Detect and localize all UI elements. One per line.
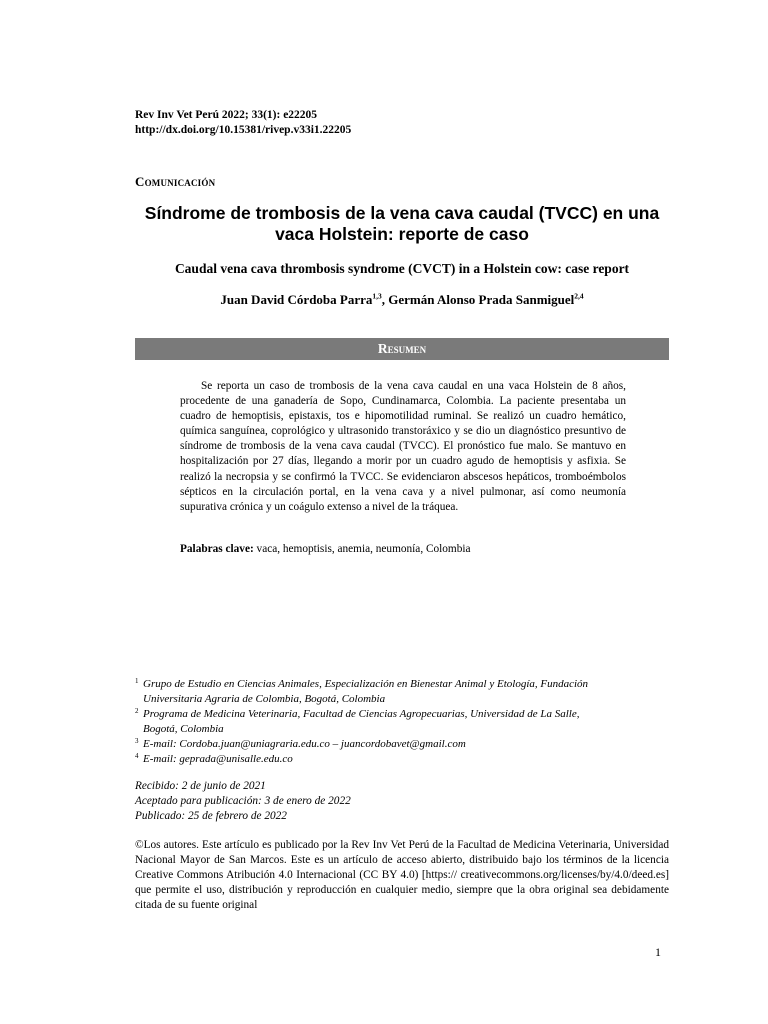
article-title-spanish: [135, 203, 669, 245]
author-1-affiliation: 1,3: [372, 291, 382, 301]
footnote-number: 2: [135, 707, 139, 715]
author-2-affiliation: 2,4: [574, 291, 584, 301]
received-date: Recibido: 2 de junio de 2021: [135, 780, 266, 792]
journal-reference: [135, 108, 351, 138]
footnote-3: [135, 737, 669, 752]
author-list: [135, 292, 669, 308]
keywords-label: Palabras clave:: [180, 543, 254, 555]
published-date: Publicado: 25 de febrero de 2022: [135, 810, 287, 822]
footnote-text: Grupo de Estudio en Ciencias Animales, Especialización en Bienestar Animal y Etología, Fundación: [143, 678, 589, 690]
footnote-email[interactable]: E-mail: geprada@unisalle.edu.co: [143, 753, 293, 765]
footnote-number: 4: [135, 752, 139, 760]
doi-link[interactable]: http://dx.doi.org/10.15381/rivep.v33i1.22205: [135, 124, 352, 136]
footnote-text-continued: Bogotá, Colombia: [143, 723, 224, 735]
keywords-list: vaca, hemoptisis, anemia, neumonía, Colombia: [253, 543, 471, 555]
abstract-heading: Resumen: [135, 338, 669, 360]
keywords: [180, 542, 626, 557]
accepted-date: Aceptado para publicación: 3 de enero de 2022: [135, 795, 351, 807]
footnote-email[interactable]: E-mail: Cordoba.juan@uniagraria.edu.co – juancordobavet@gmail.com: [143, 738, 466, 750]
journal-citation: Rev Inv Vet Perú 2022; 33(1): e22205: [135, 109, 318, 121]
author-2-name: Germán Alonso Prada Sanmiguel: [388, 292, 575, 307]
footnote-text-continued: Universitaria Agraria de Colombia, Bogotá, Colombia: [143, 693, 386, 705]
author-separator: ,: [381, 292, 389, 307]
abstract-paragraph: Se reporta un caso de trombosis de la vena cava caudal en una vaca Holstein de 8 años, procedente de una ganadería de Sopo, Cundinamarca, Colombia. La paciente presentaba un cuadro de hemoptisis, epistaxis, tos e hipomotilidad ruminal. Se realizó un cuadro hemático, química sanguínea, coprológico y ultrasonido transtoráxico y se dio un diagnóstico presuntivo de síndrome de trombosis de la vena cava caudal (TVCC). El pronóstico fue malo. Se mantuvo en hospitalización por 27 días, llegando a morir por un cuadro agudo de hemoptisis y asfixia. Se realizó la necropsia y se confirmó la TVCC. Se evidenciaron abscesos hepáticos, tromboémbolos sépticos en la circulación portal, en la vena cava y a nivel pulmonar, así como neumonía supurativa crónica y un coágulo extenso a nivel de la tráquea.: [180, 380, 626, 513]
article-title-english: Caudal vena cava thrombosis syndrome (CVCT) in a Holstein cow: case report: [174, 261, 630, 276]
title-es-line-2: vaca Holstein: reporte de caso: [275, 224, 529, 244]
footnote-number: 3: [135, 737, 139, 745]
title-es-line-1: Síndrome de trombosis de la vena cava caudal (TVCC) en una: [144, 203, 660, 223]
footnote-number: 1: [135, 677, 139, 685]
affiliation-footnotes: [135, 677, 669, 767]
license-notice: ©Los autores. Este artículo es publicado por la Rev Inv Vet Perú de la Facultad de Medicina Veterinaria, Universidad Nacional Mayor de San Marcos. Este es un artículo de acceso abierto, distribuido bajo los términos de la licencia Creative Commons Atribución 4.0 Internacional (CC BY 4.0) [https:// creativecommons.org/licenses/by/4.0/deed.es] que permite el uso, distribución y reproducción en cualquier medio, siempre que la obra original sea debidamente citada de su fuente original: [135, 839, 669, 911]
abstract-text: [180, 379, 626, 515]
publication-dates: [135, 779, 351, 824]
footnote-1: [135, 677, 669, 707]
footnote-text: Programa de Medicina Veterinaria, Facultad de Ciencias Agropecuarias, Universidad de La Salle,: [143, 708, 580, 720]
section-type-label: Comunicación: [135, 174, 216, 189]
footnote-4: [135, 752, 669, 767]
author-1-name: Juan David Córdoba Parra: [220, 292, 373, 307]
page-number: 1: [655, 945, 661, 959]
footnote-2: [135, 707, 669, 737]
